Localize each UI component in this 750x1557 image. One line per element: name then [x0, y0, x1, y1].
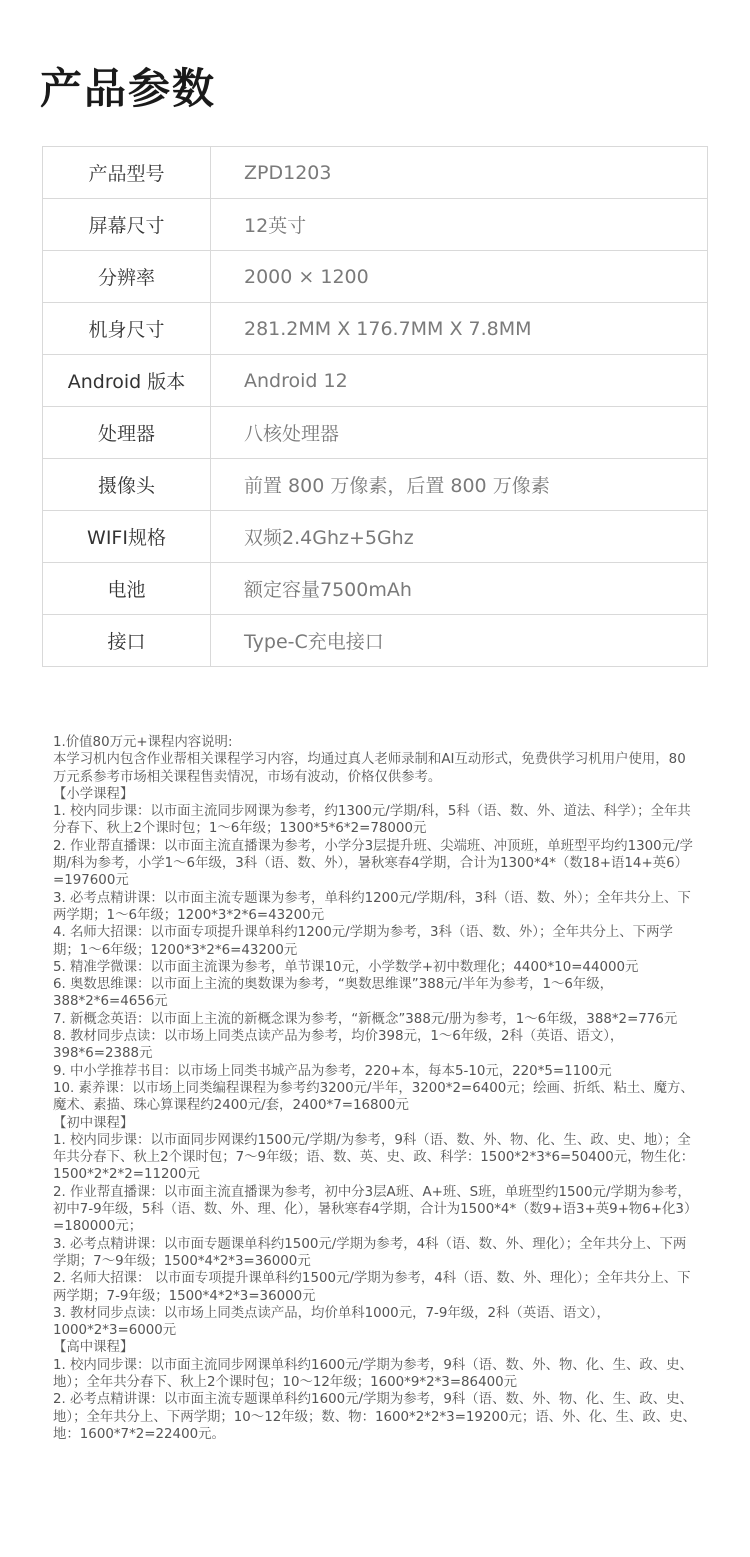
note-line: 3. 必考点精讲课：以市面专题课单科约1500元/学期为参考，4科（语、数、外、理化）；全年共分上、下两学期；7～9年级；1500*4*2*3=36000元	[53, 1236, 687, 1269]
table-row	[43, 199, 708, 251]
note-line: 1. 校内同步课：以市面同步网课约1500元/学期/为参考，9科（语、数、外、物、化、生、政、史、地）；全年共分春下、秋上2个课时包；7～9年级；语、数、英、史、政、科学：1500*2*3*6=50400元，物生化：1500*2*2*2=11200元	[53, 1132, 695, 1183]
spec-label: 产品型号	[43, 147, 211, 199]
table-row	[43, 407, 708, 459]
note-line: 2. 作业帮直播课：以市面主流直播课为参考，小学分3层提升班、尖端班、冲顶班，单班型平均约1300元/学期/科为参考，小学1～6年级，3科（语、数、外），暑秋寒春4学期，合计为1300*4*（数18+语14+英6）=197600元	[53, 838, 693, 889]
table-row	[43, 459, 708, 511]
note-line: 3. 教材同步点读：以市场上同类点读产品，均价单科1000元，7-9年级，2科（英语、语文），1000*2*3=6000元	[53, 1305, 610, 1339]
note-section-heading: 【初中课程】	[53, 1115, 134, 1131]
note-line: 8. 教材同步点读：以市场上同类点读产品为参考，均价398元，1～6年级，2科（英语、语文），398*6=2388元	[53, 1029, 624, 1062]
table-row	[43, 147, 708, 199]
note-section-heading: 【高中课程】	[53, 1340, 134, 1356]
table-row	[43, 511, 708, 563]
spec-label: 接口	[43, 615, 211, 667]
note-line: 2. 名师大招课： 以市面专项提升课单科约1500元/学期为参考，4科（语、数、外、理化）；全年共分上、下两学期；7-9年级；1500*4*2*3=36000元	[53, 1271, 691, 1304]
spec-label: 电池	[43, 563, 211, 615]
spec-value: 额定容量7500mAh	[211, 563, 708, 615]
spec-value: Type-C充电接口	[211, 615, 708, 667]
note-line: 1.价值80万元+课程内容说明:	[53, 735, 233, 750]
spec-label: 摄像头	[43, 459, 211, 511]
table-row	[43, 355, 708, 407]
course-notes	[53, 734, 698, 1443]
table-row	[43, 615, 708, 667]
spec-value: 前置 800 万像素，后置 800 万像素	[211, 459, 708, 511]
table-row	[43, 563, 708, 615]
note-line: 2. 必考点精讲课：以市面主流专题课单科约1600元/学期为参考，9科（语、数、外、物、化、生、政、史、地）；全年共分上、下两学期；10～12年级；数、物：1600*2*2*3=19200元；语、外、化、生、政、史、地：1600*7*2=22400元。	[53, 1392, 696, 1442]
spec-value: 双频2.4Ghz+5Ghz	[211, 511, 708, 563]
note-line: 5. 精准学微课：以市面主流课为参考，单节课10元，小学数学+初中数理化；4400*10=44000元	[53, 959, 639, 975]
spec-label: WIFI规格	[43, 511, 211, 563]
spec-table	[42, 146, 708, 667]
note-line: 6. 奥数思维课：以市面上主流的奥数课为参考，“奥数思维课”388元/半年为参考，1～6年级，388*2*6=4656元	[53, 977, 614, 1010]
note-line: 9. 中小学推荐书目：以市场上同类书城产品为参考，220+本，每本5-10元，220*5=1100元	[53, 1063, 612, 1079]
table-row	[43, 303, 708, 355]
spec-value: ZPD1203	[211, 147, 708, 199]
note-line: 1. 校内同步课：以市面主流同步网课单科约1600元/学期为参考，9科（语、数、外、物、化、生、政、史、地）；全年共分春下、秋上2个课时包；10～12年级；1600*9*2*3=86400元	[53, 1357, 693, 1390]
spec-value: Android 12	[211, 355, 708, 407]
table-row	[43, 251, 708, 303]
note-section-heading: 【小学课程】	[53, 786, 134, 802]
spec-label: 屏幕尺寸	[43, 199, 211, 251]
spec-value: 2000 × 1200	[211, 251, 708, 303]
note-line: 10. 素养课：以市场上同类编程课程为参考约3200元/半年，3200*2=6400元；绘画、折纸、粘土、魔方、魔术、素描、珠心算课程约2400元/套，2400*7=16800元	[53, 1080, 694, 1114]
spec-value: 281.2MM X 176.7MM X 7.8MM	[211, 303, 708, 355]
note-line: 1. 校内同步课：以市面主流同步网课为参考，约1300元/学期/科，5科（语、数、外、道法、科学）；全年共分春下、秋上2个课时包；1～6年级；1300*5*6*2=78000元	[53, 804, 691, 837]
spec-label: 机身尺寸	[43, 303, 211, 355]
spec-value: 八核处理器	[211, 407, 708, 459]
page-title: 产品参数	[40, 64, 217, 113]
note-line: 2. 作业帮直播课：以市面主流直播课为参考，初中分3层A班、A+班、S班，单班型约1500元/学期为参考，初中7-9年级，5科（语、数、外、理、化），暑秋寒春4学期，合计为1500*4*（数9+语3+英9+物6+化3）=180000元；	[53, 1184, 698, 1235]
note-line: 3. 必考点精讲课：以市面主流专题课为参考，单科约1200元/学期/科，3科（语、数、外）；全年共分上、下两学期；1～6年级；1200*3*2*6=43200元	[53, 890, 691, 923]
spec-value: 12英寸	[211, 199, 708, 251]
note-line: 7. 新概念英语：以市面上主流的新概念课为参考，“新概念”388元/册为参考，1～6年级，388*2=776元	[53, 1011, 678, 1027]
note-line: 4. 名师大招课：以市面专项提升课单科约1200元/学期为参考，3科（语、数、外）；全年共分上、下两学期；1～6年级；1200*3*2*6=43200元	[53, 925, 673, 958]
note-line: 本学习机内包含作业帮相关课程学习内容，均通过真人老师录制和AI互动形式，免费供学习机用户使用，80万元系参考市场相关课程售卖情况，市场有波动，价格仅供参考。	[53, 752, 686, 785]
spec-label: Android 版本	[43, 355, 211, 407]
spec-label: 处理器	[43, 407, 211, 459]
spec-label: 分辨率	[43, 251, 211, 303]
